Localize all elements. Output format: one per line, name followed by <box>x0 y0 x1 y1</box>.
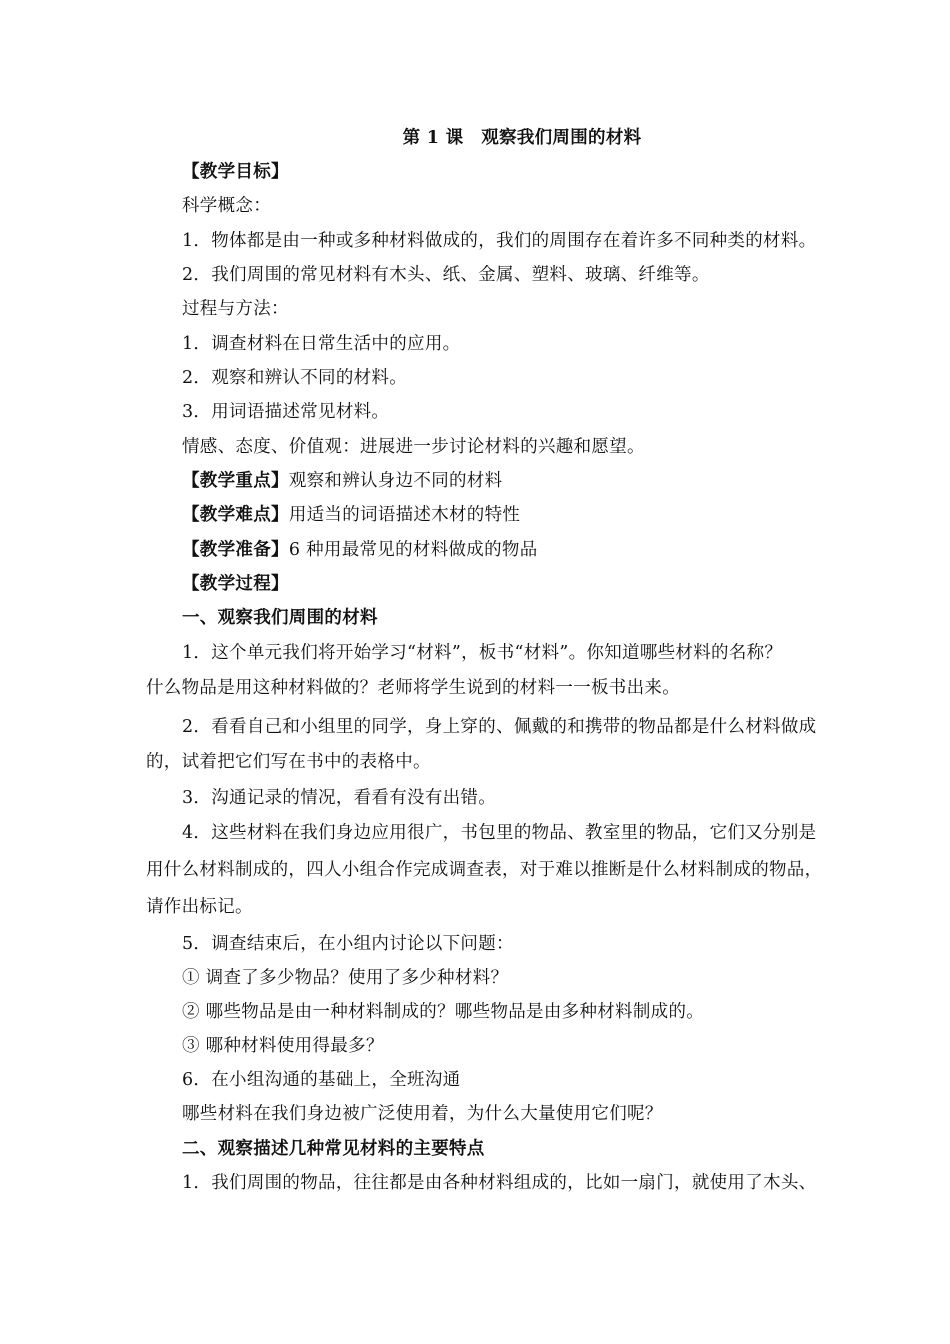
section-2-heading: 二、观察描述几种常见材料的主要特点 <box>182 1139 485 1159</box>
question-1: ① 调查了多少物品？使用了多少种材料？ <box>182 968 509 988</box>
difficulty-line <box>0 503 950 527</box>
paragraph-7: 1．我们周围的物品，往往都是由各种材料组成的，比如一扇门，就使用了木头、 <box>182 1173 817 1193</box>
paragraph-1-line-2: 什么物品是用这种材料做的？老师将学生说到的材料一一板书出来。 <box>146 678 680 698</box>
method-item-3: 3．用词语描述常见材料。 <box>182 402 390 422</box>
question-3: ③ 哪种材料使用得最多？ <box>182 1036 384 1056</box>
paragraph-4-line-1: 4．这些材料在我们身边应用很广，书包里的物品、教室里的物品，它们又分别是 <box>182 823 817 843</box>
paragraph-6: 6．在小组沟通的基础上，全班沟通 <box>182 1070 461 1090</box>
concept-item-1: 1．物体都是由一种或多种材料做成的，我们的周围存在着许多不同种类的材料。 <box>182 231 817 251</box>
paragraph-1-line-1: 1．这个单元我们将开始学习“材料”，板书“材料”。你知道哪些材料的名称？ <box>182 643 783 663</box>
concept-label: 科学概念： <box>182 196 271 216</box>
method-item-1: 1．调查材料在日常生活中的应用。 <box>182 334 461 354</box>
section-1-heading: 一、观察我们周围的材料 <box>182 608 378 628</box>
process-heading: 【教学过程】 <box>182 574 289 594</box>
attitude-line: 情感、态度、价值观：进展进一步讨论材料的兴趣和愿望。 <box>182 437 645 457</box>
method-item-2: 2．观察和辨认不同的材料。 <box>182 368 408 388</box>
key-point-heading: 【教学重点】 <box>182 471 289 491</box>
method-label: 过程与方法： <box>182 299 289 319</box>
paragraph-4-line-3: 请作出标记。 <box>146 897 253 917</box>
question-2: ② 哪些物品是由一种材料制成的？哪些物品是由多种材料制成的。 <box>182 1002 705 1022</box>
key-point-line <box>0 469 950 493</box>
difficulty-text: 用适当的词语描述木材的特性 <box>288 505 521 525</box>
concept-item-2: 2．我们周围的常见材料有木头、纸、金属、塑料、玻璃、纤维等。 <box>182 265 710 285</box>
objectives-heading: 【教学目标】 <box>182 162 289 182</box>
paragraph-6-question: 哪些材料在我们身边被广泛使用着，为什么大量使用它们呢？ <box>182 1104 663 1124</box>
key-point-text: 观察和辨认身边不同的材料 <box>288 471 503 491</box>
prep-heading: 【教学准备】 <box>182 540 289 560</box>
prep-text: 6 种用最常见的材料做成的物品 <box>288 540 538 560</box>
paragraph-5: 5．调查结束后，在小组内讨论以下问题： <box>182 934 514 954</box>
prep-line <box>0 538 950 562</box>
page-title: 第 1 课 观察我们周围的材料 <box>402 128 642 148</box>
paragraph-2-line-2: 的，试着把它们写在书中的表格中。 <box>146 752 431 772</box>
difficulty-heading: 【教学难点】 <box>182 505 289 525</box>
paragraph-3: 3．沟通记录的情况，看看有没有出错。 <box>182 788 497 808</box>
paragraph-4-line-2: 用什么材料制成的，四人小组合作完成调查表，对于难以推断是什么材料制成的物品， <box>146 860 823 880</box>
paragraph-2-line-1: 2．看看自己和小组里的同学，身上穿的、佩戴的和携带的物品都是什么材料做成 <box>182 717 817 737</box>
